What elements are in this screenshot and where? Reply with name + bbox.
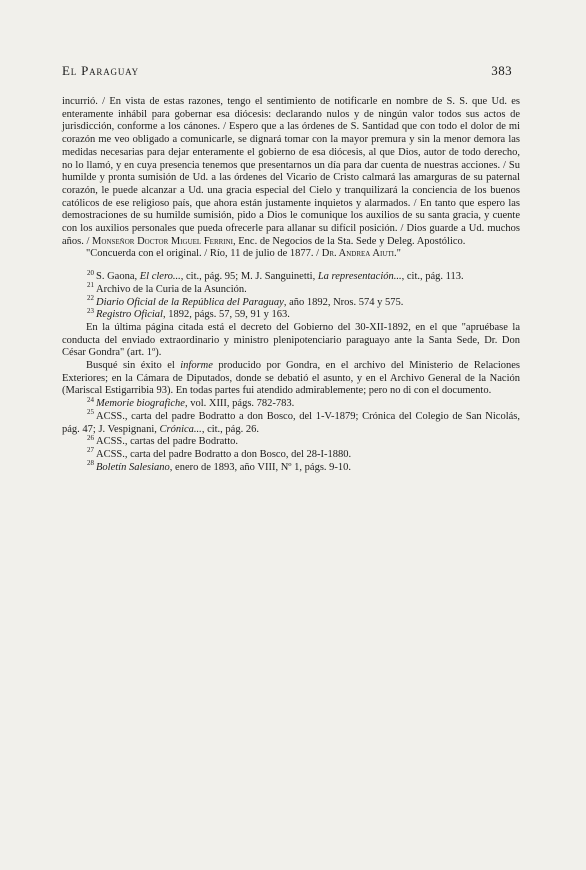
footnote-22 — [62, 294, 520, 310]
footnote-text: ACSS., carta del padre Bodratto a don Bosco, del 1-V-1879; Crónica del Colegio de San Nicolás, pág. 47; J. Vespignani, — [62, 410, 520, 435]
footnote-26 — [62, 433, 520, 449]
running-title: El Paraguay — [62, 63, 139, 78]
footnote-23-paragraph-2: En la última página citada está el decreto del Gobierno del 30-XII-1892, en el que "apruébase la conducta del enviado extraordinario y ministro plenipotenciario paraguayo ante la Santa Sede, Dr. Don César Gondra" (art. 1º). — [62, 321, 520, 359]
footnote-text: producido por Gondra, en el archivo del Ministerio de Relaciones Exteriores; en la Cámara de Diputados, donde se debatió el asunto, y en el Archivo General de la Nación (Mariscal Estigarribia 93). En todas partes fui atendido admirablemente; pero no di con el documento. — [62, 360, 520, 397]
footnote-text: , vol. XIII, págs. 782-783. — [184, 398, 295, 410]
footnote-title: Memorie biografiche — [96, 398, 185, 410]
footnote-number: 22 — [87, 294, 94, 303]
footnote-title: Crónica... — [159, 423, 202, 435]
footnote-number: 25 — [87, 408, 94, 417]
footnote-title: Registro Oficial — [96, 309, 163, 321]
footnote-title: Boletín Salesiano — [96, 461, 170, 473]
footnote-title: Diario Oficial de la República del Paraguay — [96, 296, 284, 308]
main-text: incurrió. / En vista de estas razones, tengo el sentimiento de notificarle en nombre de S. S. que Ud. es enteramente inhábil para gobernar esa diócesis: declarando nulos y de ningún valor todos sus actos de jurisdicción, conforme a los cánones. / Espero que a las órdenes de S. Santidad que con todo el dolor de mi corazón me veo obligado a comunicarle, se dignará tomar con la mayor premura y sin la menor demora las medidas necesarias para dejar enteramente el gobierno de esa diócesis, al que Dios, autor de todo derecho, no lo llamó, y en cuya presencia tenemos que presentarnos un día para dar cuenta de nuestras acciones. / Su humilde y pronta sumisión de Ud. a las órdenes del Vicario de Cristo calmará las amarguras de su paternal corazón, le puede alcanzar a Ud. una gracia especial del Cielo y tranquilizará la conciencia de los buenos católicos de ese religioso país, que ahora están justamente inquietos y alarmados. / En tanto que espero las demostraciones de su humilde sumisión, pido a Dios le comunique los auxilios de su santa gracia, y cuente con los auxilios personales que pueda ofrecerle para allanar su difícil posición. / Dios guarde a Ud. muchos años. / — [62, 96, 520, 247]
footnote-21 — [62, 281, 520, 297]
footnote-text: , año 1892, Nros. 574 y 575. — [283, 296, 404, 308]
footnote-title: informe — [180, 360, 213, 372]
footnote-text: ACSS., carta del padre Bodratto a don Bosco, del 28-I-1880. — [96, 448, 352, 460]
footnote-23-paragraph-3 — [62, 360, 520, 398]
footnote-number: 27 — [87, 446, 94, 455]
footnote-24 — [62, 395, 520, 411]
signature-tail: , Enc. de Negocios de la Sta. Sede y Deleg. Apostólico. — [233, 235, 466, 247]
footnote-27 — [62, 446, 520, 462]
footnote-number: 28 — [87, 459, 94, 468]
footnote-text: Busqué sin éxito el — [86, 360, 181, 372]
footnote-text: , 1892, págs. 57, 59, 91 y 163. — [162, 309, 290, 321]
footnote-text: S. Gaona, — [96, 271, 140, 283]
page-body — [62, 96, 520, 474]
footnote-text: , cit., pág. 95; M. J. Sanguinetti, — [180, 271, 318, 283]
footnote-title: La representación... — [317, 271, 402, 283]
footnote-number: 21 — [87, 281, 94, 290]
quote-signature: Dr. Andrea Aiuti. — [321, 248, 397, 260]
quote-close: " — [396, 248, 401, 260]
main-paragraph — [62, 96, 520, 248]
page-header — [62, 63, 512, 79]
quote-line — [62, 248, 520, 261]
footnote-20 — [62, 268, 520, 284]
footnote-text: , enero de 1893, año VIII, Nº 1, págs. 9-10. — [169, 461, 352, 473]
footnote-text: Archivo de la Curia de la Asunción. — [96, 283, 247, 295]
footnote-23 — [62, 306, 520, 322]
footnote-number: 20 — [87, 268, 94, 277]
quote-text: "Concuerda con el original. / Río, 11 de julio de 1877. / — [86, 248, 322, 260]
footnote-text: ACSS., cartas del padre Bodratto. — [96, 436, 239, 448]
signature: Monseñor Doctor Miguel Ferrini — [92, 235, 233, 247]
footnote-25 — [62, 408, 520, 436]
footnote-number: 23 — [87, 306, 94, 315]
footnote-text: , cit., pág. 26. — [201, 423, 259, 435]
footnote-text: , cit., pág. 113. — [401, 271, 464, 283]
footnote-number: 26 — [87, 433, 94, 442]
footnote-28 — [62, 459, 520, 475]
page-number: 383 — [491, 63, 512, 78]
footnote-title: El clero... — [139, 271, 181, 283]
footnote-number: 24 — [87, 395, 94, 404]
